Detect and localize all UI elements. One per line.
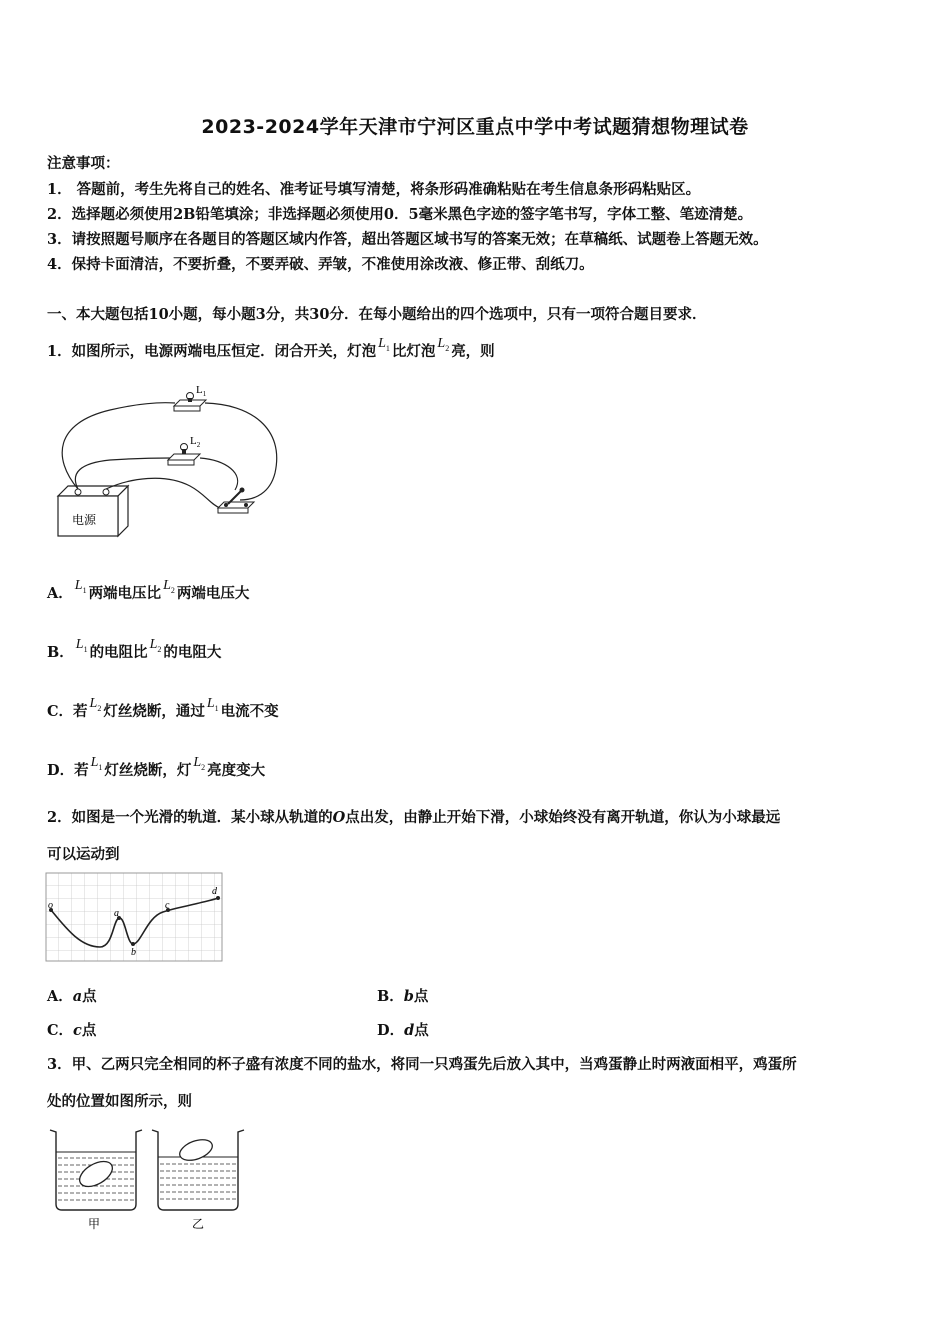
q2-option-a[interactable]: A．a点: [47, 988, 97, 1005]
q3-stem-line1: 3．甲、乙两只完全相同的杯子盛有浓度不同的盐水，将同一只鸡蛋先后放入其中，当鸡蛋静止时两液面相平，鸡蛋所: [47, 1056, 797, 1073]
symbol-l2: $L_2$: [437, 336, 450, 353]
q1-option-b[interactable]: B． $L_1$ 的电阻比 $L_2$ 的电阻大: [47, 637, 222, 661]
notice-item-1: 1． 答题前，考生先将自己的姓名、准考证号填写清楚，将条形码准确粘贴在考生信息条形码粘贴区。: [47, 181, 701, 198]
q1-option-c[interactable]: C．若 $L_2$ 灯丝烧断，通过 $L_1$ 电流不变: [47, 696, 279, 720]
beaker-jia-label: 甲: [88, 1217, 101, 1231]
page-title: 2023-2024学年天津市宁河区重点中学中考试题猜想物理试卷: [201, 116, 749, 138]
symbol-l1: $L_1$: [378, 336, 390, 353]
lamp-l2: [168, 435, 201, 465]
notice-item-2: 2．选择题必须使用2B铅笔填涂；非选择题必须使用0．5毫米黑色字迹的签字笔书写，字体工整、笔迹清楚。: [47, 206, 753, 223]
q1-option-d[interactable]: D．若 $L_1$ 灯丝烧断，灯 $L_2$ 亮度变大: [47, 755, 266, 779]
lamp-l2-label: $L_2$: [190, 435, 201, 449]
lamp-l1: [174, 384, 207, 411]
q2-option-d[interactable]: D．d点: [377, 1022, 429, 1039]
notice-item-4: 4．保持卡面清洁，不要折叠，不要弄破、弄皱，不准使用涂改液、修正带、刮纸刀。: [47, 256, 594, 273]
q3-stem-line2: 处的位置如图所示，则: [47, 1093, 192, 1110]
lamp-l1-label: $L_1$: [196, 384, 207, 398]
power-supply-box: [58, 486, 128, 536]
q2-stem-line1: 2．如图是一个光滑的轨道．某小球从轨道的O点出发，由静止开始下滑，小球始终没有离开轨道，你认为小球最远: [47, 809, 781, 826]
track-figure: [45, 872, 223, 962]
power-label: 电源: [72, 513, 97, 527]
switch: [218, 488, 254, 514]
q2-option-b[interactable]: B．b点: [377, 988, 429, 1005]
q1-stem: 1．如图所示，电源两端电压恒定．闭合开关，灯泡 $L_1$ 比灯泡 $L_2$ 亮，则: [47, 336, 495, 360]
point-o-label: o: [48, 900, 53, 911]
q1-option-a[interactable]: A． $L_1$ 两端电压比 $L_2$ 两端电压大: [47, 578, 250, 602]
point-b-label: b: [131, 947, 136, 958]
beaker-yi: [152, 1130, 244, 1231]
point-c-label: c: [165, 900, 170, 911]
section-heading: 一、本大题包括10小题，每小题3分，共30分．在每小题给出的四个选项中，只有一项符合题目要求．: [47, 306, 707, 323]
notice-item-3: 3．请按照题号顺序在各题目的答题区域内作答，超出答题区域书写的答案无效；在草稿纸、试题卷上答题无效。: [47, 231, 768, 248]
beaker-yi-label: 乙: [192, 1217, 205, 1231]
point-d-label: d: [212, 886, 217, 897]
q2-stem-line2: 可以运动到: [47, 846, 120, 863]
circuit-figure: [50, 378, 290, 546]
q2-option-c[interactable]: C．c点: [47, 1022, 97, 1039]
beaker-jia: [50, 1130, 142, 1231]
notice-heading: 注意事项：: [47, 155, 120, 172]
beakers-figure: [46, 1124, 246, 1234]
point-a-label: a: [114, 908, 119, 919]
